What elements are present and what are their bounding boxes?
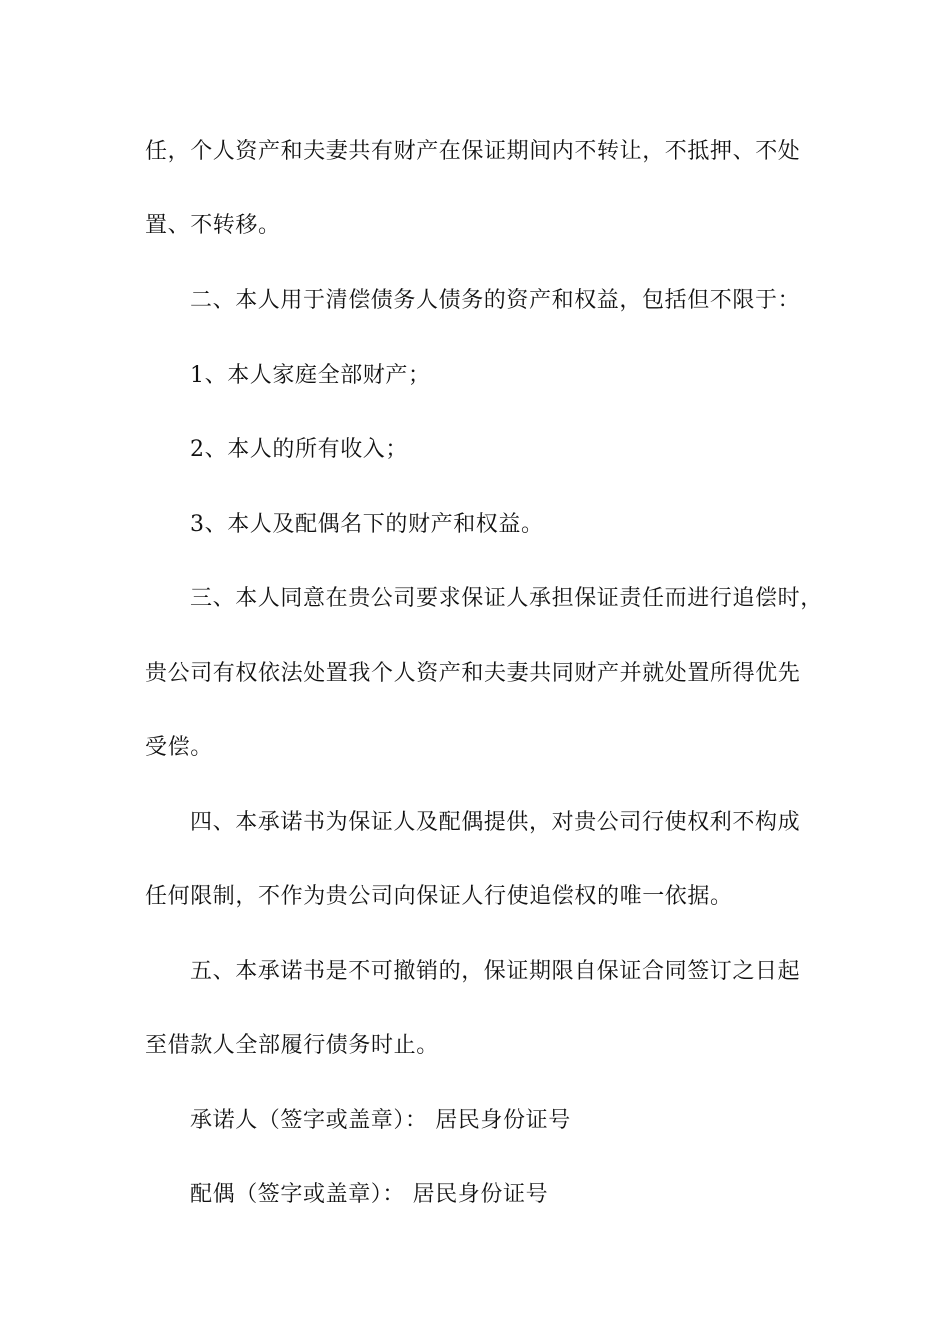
clause-three-line: 三、本人同意在贵公司要求保证人承担保证责任而进行追偿时， (190, 586, 823, 611)
list-item: 3、本人及配偶名下的财产和权益。 (190, 512, 544, 537)
spouse-signature-line: 配偶（签字或盖章）： 居民身份证号 (190, 1182, 549, 1207)
clause-two-heading: 二、本人用于清偿债务人债务的资产和权益，包括但不限于： (190, 288, 801, 313)
clause-five-line: 五、本承诺书是不可撤销的，保证期限自保证合同签订之日起 (190, 959, 801, 984)
promisor-signature-line: 承诺人（签字或盖章）： 居民身份证号 (190, 1108, 571, 1133)
paragraph-line: 受偿。 (145, 735, 213, 760)
paragraph-line: 任，个人资产和夫妻共有财产在保证期间内不转让，不抵押、不处 (145, 139, 801, 164)
list-item: 2、本人的所有收入； (190, 437, 408, 462)
paragraph-line: 贵公司有权依法处置我个人资产和夫妻共同财产并就处置所得优先 (145, 661, 801, 686)
list-item: 1、本人家庭全部财产； (190, 363, 431, 388)
clause-four-line: 四、本承诺书为保证人及配偶提供，对贵公司行使权利不构成 (190, 810, 801, 835)
paragraph-line: 任何限制，不作为贵公司向保证人行使追偿权的唯一依据。 (145, 884, 733, 909)
paragraph-line: 至借款人全部履行债务时止。 (145, 1033, 439, 1058)
paragraph-line: 置、不转移。 (145, 213, 281, 238)
